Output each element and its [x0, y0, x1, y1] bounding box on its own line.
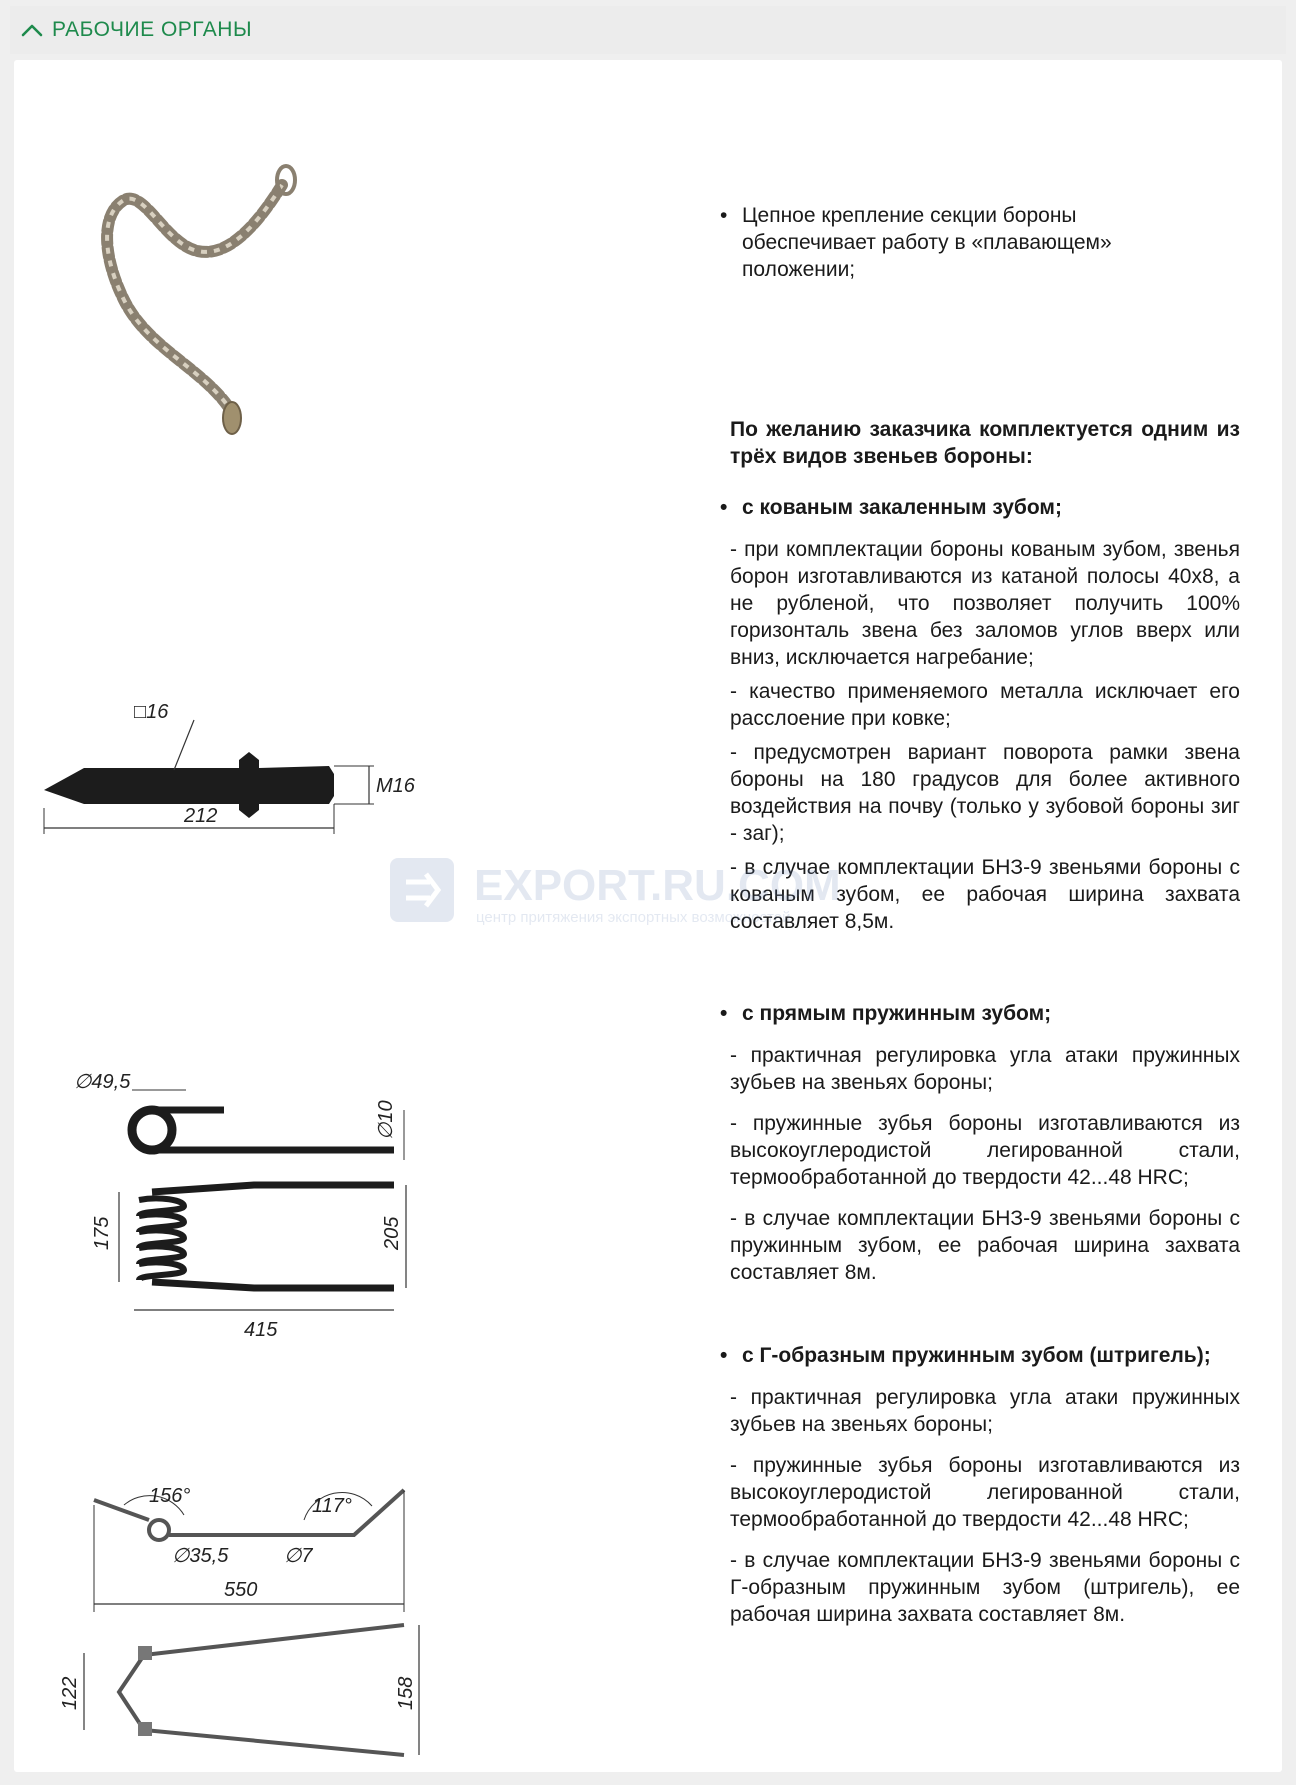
dim-height-2: 158 — [395, 1676, 417, 1710]
shaped-paragraph: - практичная регулировка угла атаки пружинных зубьев на звеньях бороны; — [730, 1386, 1240, 1436]
dim-angle-1: 156° — [149, 1485, 191, 1507]
chevron-up-icon[interactable] — [18, 16, 46, 44]
shaped-paragraph: - пружинные зубья бороны изготавливаются из высокоуглеродистой легированной стали, термообработанной до твердости 42...48 HRC; — [730, 1454, 1240, 1531]
watermark-brand: EXPORT.RU.COM — [474, 861, 841, 910]
forged-paragraph: - качество применяемого металла исключает его расслоение при ковке; — [730, 680, 1240, 730]
forged-tooth-drawing — [34, 700, 454, 850]
chain-description: • Цепное крепление секции бороны обеспечивает работу в «плавающем» положении; — [720, 204, 1112, 281]
section-header[interactable] — [10, 6, 1286, 54]
shaped-heading: • с Г-образным пружинным зубом (штригель); — [720, 1344, 1211, 1367]
straight-tooth-drawing — [34, 1060, 454, 1360]
dim-length: 415 — [244, 1319, 278, 1341]
dim-height-2: 205 — [381, 1216, 403, 1250]
dim-height-1: 122 — [59, 1676, 81, 1710]
forged-paragraph: - в случае комплектации БНЗ-9 звеньями бороны с кованым зубом, ее рабочая ширина захвата составляет 8,5м. — [730, 856, 1240, 933]
intro-text: По желанию заказчика комплектуется одним из трёх видов звеньев бороны: — [730, 418, 1240, 468]
forged-heading: • с кованым закаленным зубом; — [720, 496, 1062, 519]
shaped-tooth-drawing — [54, 1420, 454, 1760]
section-title: РАБОЧИЕ ОРГАНЫ — [52, 18, 253, 41]
straight-paragraph: - пружинные зубья бороны изготавливаются из высокоуглеродистой легированной стали, термообработанной до твердости 42...48 HRC; — [730, 1112, 1240, 1189]
content-card — [14, 60, 1282, 1772]
dim-coil: ∅49,5 — [74, 1071, 131, 1093]
dim-wire: ∅10 — [375, 1100, 397, 1140]
straight-paragraph: - практичная регулировка угла атаки пружинных зубьев на звеньях бороны; — [730, 1044, 1240, 1094]
straight-heading: • с прямым пружинным зубом; — [720, 1002, 1052, 1025]
dim-length: 212 — [184, 805, 218, 827]
watermark-logo — [390, 856, 910, 936]
dim-wire: ∅7 — [284, 1545, 313, 1567]
dim-angle-2: 117° — [312, 1495, 352, 1517]
dim-height-1: 175 — [91, 1216, 113, 1250]
forged-paragraph: - при комплектации бороны кованым зубом, звенья борон изготавливаются из катаной полосы 40х8, а не рубленой, что позволяет получить 100% горизонталь звена без заломов углов вверх или вниз, исключается нагребание; — [730, 538, 1240, 669]
dim-coil: ∅35,5 — [172, 1545, 229, 1567]
straight-paragraphs — [730, 1042, 1240, 1286]
dim-square: □16 — [134, 701, 169, 723]
straight-paragraph: - в случае комплектации БНЗ-9 звеньями бороны с пружинным зубом, ее рабочая ширина захвата составляет 8м. — [730, 1207, 1240, 1284]
shaped-paragraph: - в случае комплектации БНЗ-9 звеньями бороны с Г-образным пружинным зубом (штригель), ее рабочая ширина захвата составляет 8м. — [730, 1549, 1240, 1626]
chain-image — [84, 110, 324, 440]
dim-length: 550 — [224, 1579, 258, 1601]
watermark-tagline: центр притяжения экспортных возможностей — [476, 909, 791, 926]
forged-paragraph: - предусмотрен вариант поворота рамки звена бороны на 180 градусов для более активного воздействия на почву (только у зубовой бороны зиг - заг); — [730, 741, 1240, 845]
shaped-paragraphs — [730, 1384, 1240, 1628]
dim-thread: M16 — [376, 775, 415, 797]
